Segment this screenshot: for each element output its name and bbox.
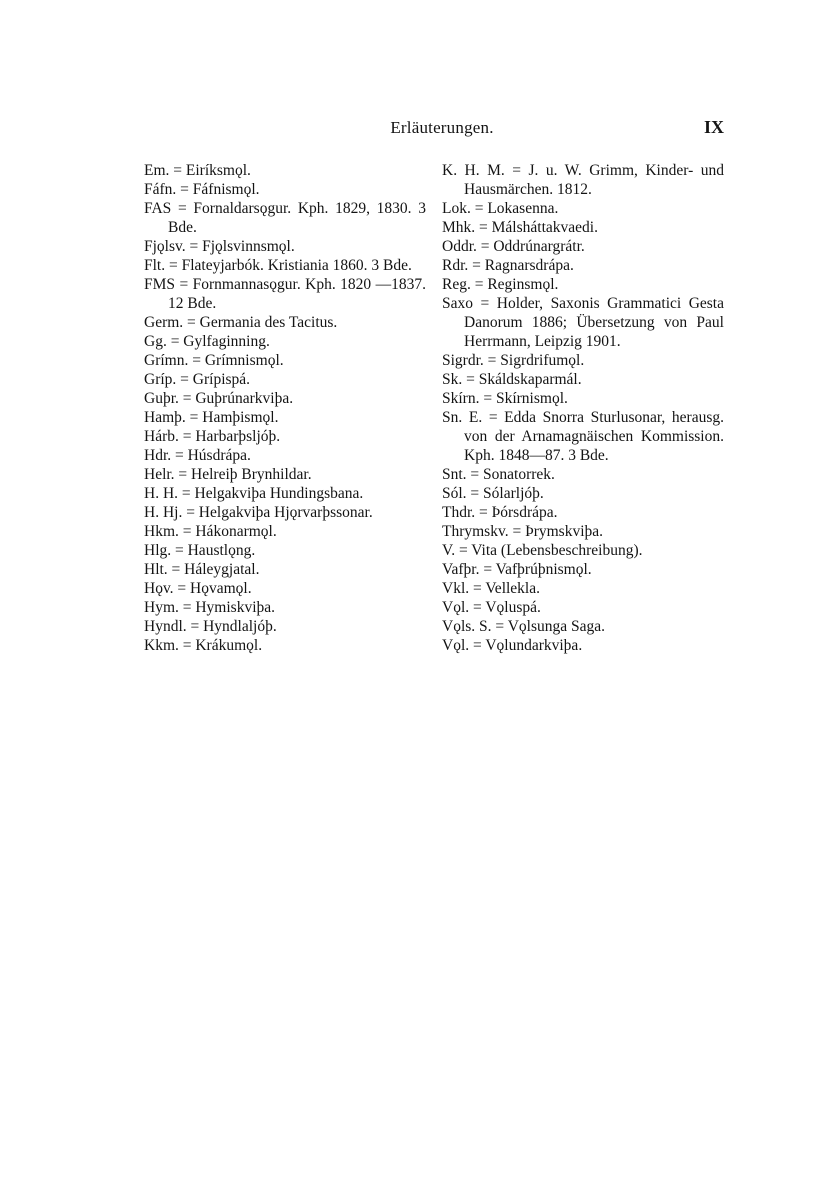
abbreviation-list-right xyxy=(442,161,724,655)
abbreviation-entry: H. Hj. = Helgakviþa Hjǫrvarþssonar. xyxy=(144,504,373,521)
abbreviation-entry: Hdr. = Húsdrápa. xyxy=(144,447,251,464)
abbreviation-entry: Helr. = Helreiþ Brynhildar. xyxy=(144,466,312,483)
abbreviation-entry: Vkl. = Vellekla. xyxy=(442,580,540,597)
abbreviation-entry: Snt. = Sonatorrek. xyxy=(442,466,555,483)
abbreviation-entry: Vafþr. = Vafþrúþnismǫl. xyxy=(442,561,592,578)
abbreviation-entry: Guþr. = Guþrúnarkviþa. xyxy=(144,390,294,407)
abbreviation-entry: Vǫl. = Vǫluspá. xyxy=(442,599,541,616)
abbreviation-entry: FMS = Fornmannasǫgur. Kph. 1820 —1837. 12 Bde. xyxy=(144,276,426,312)
abbreviation-entry: FAS = Fornaldarsǫgur. Kph. 1829, 1830. 3 Bde. xyxy=(144,200,426,236)
abbreviation-entry: Hamþ. = Hamþismǫl. xyxy=(144,409,279,426)
abbreviation-entry: Flt. = Flateyjarbók. Kristiania 1860. 3 Bde. xyxy=(144,257,412,274)
abbreviation-entry: Vǫls. S. = Vǫlsunga Saga. xyxy=(442,618,606,635)
abbreviation-entry: Mhk. = Málsháttakvaedi. xyxy=(442,219,598,236)
abbreviation-entry: Hym. = Hymiskviþa. xyxy=(144,599,276,616)
abbreviation-entry: K. H. M. = J. u. W. Grimm, Kinder- und Hausmärchen. 1812. xyxy=(442,162,724,198)
running-title: Erläuterungen. xyxy=(390,118,494,137)
abbreviation-entry: H. H. = Helgakviþa Hundingsbana. xyxy=(144,485,364,502)
abbreviation-entry: Sk. = Skáldskaparmál. xyxy=(442,371,582,388)
abbreviation-entry: Kkm. = Krákumǫl. xyxy=(144,637,263,654)
abbreviation-entry: Gríp. = Grípispá. xyxy=(144,371,251,388)
abbreviation-entry: Sigrdr. = Sigrdrifumǫl. xyxy=(442,352,585,369)
abbreviation-entry: Hlt. = Háleygjatal. xyxy=(144,561,260,578)
abbreviation-entry: Oddr. = Oddrúnargrátr. xyxy=(442,238,585,255)
abbreviation-entry: Thdr. = Þórsdrápa. xyxy=(442,504,558,521)
abbreviation-entry: Grímn. = Grímnismǫl. xyxy=(144,352,284,369)
abbreviation-entry: Fáfn. = Fáfnismǫl. xyxy=(144,181,260,198)
abbreviation-entry: Vǫl. = Vǫlundarkviþa. xyxy=(442,637,583,654)
abbreviation-list-left xyxy=(144,161,426,655)
abbreviation-entry: Hlg. = Haustlǫng. xyxy=(144,542,256,559)
abbreviation-entry: Lok. = Lokasenna. xyxy=(442,200,559,217)
abbreviation-entry: Hárb. = Harbarþsljóþ. xyxy=(144,428,281,445)
abbreviation-entry: Hǫv. = Hǫvamǫl. xyxy=(144,580,252,597)
abbreviation-entry: Reg. = Reginsmǫl. xyxy=(442,276,559,293)
page-number: IX xyxy=(703,117,724,137)
abbreviation-entry: Gg. = Gylfaginning. xyxy=(144,333,270,350)
abbreviation-entry: Germ. = Germania des Tacitus. xyxy=(144,314,338,331)
abbreviation-entry: Rdr. = Ragnarsdrápa. xyxy=(442,257,574,274)
abbreviation-entry: Hkm. = Hákonarmǫl. xyxy=(144,523,277,540)
abbreviation-entry: Saxo = Holder, Saxonis Grammatici Gesta Danorum 1886; Übersetzung von Paul Herrmann, Leipzig 1901. xyxy=(442,295,724,350)
abbreviation-entry: Hyndl. = Hyndlaljóþ. xyxy=(144,618,277,635)
abbreviation-entry: Sól. = Sólarljóþ. xyxy=(442,485,544,502)
abbreviation-entry: Em. = Eiríksmǫl. xyxy=(144,162,251,179)
abbreviation-entry: Fjǫlsv. = Fjǫlsvinnsmǫl. xyxy=(144,238,295,255)
page-header xyxy=(160,118,724,146)
abbreviation-entry: Sn. E. = Edda Snorra Sturlusonar, herausg. von der Arnamagnäischen Kommission. Kph. 1848—87. 3 Bde. xyxy=(442,409,724,464)
abbreviation-entry: V. = Vita (Lebensbeschreibung). xyxy=(442,542,643,559)
abbreviation-entry: Skírn. = Skírnismǫl. xyxy=(442,390,568,407)
abbreviation-entry: Thrymskv. = Þrymskviþa. xyxy=(442,523,604,540)
